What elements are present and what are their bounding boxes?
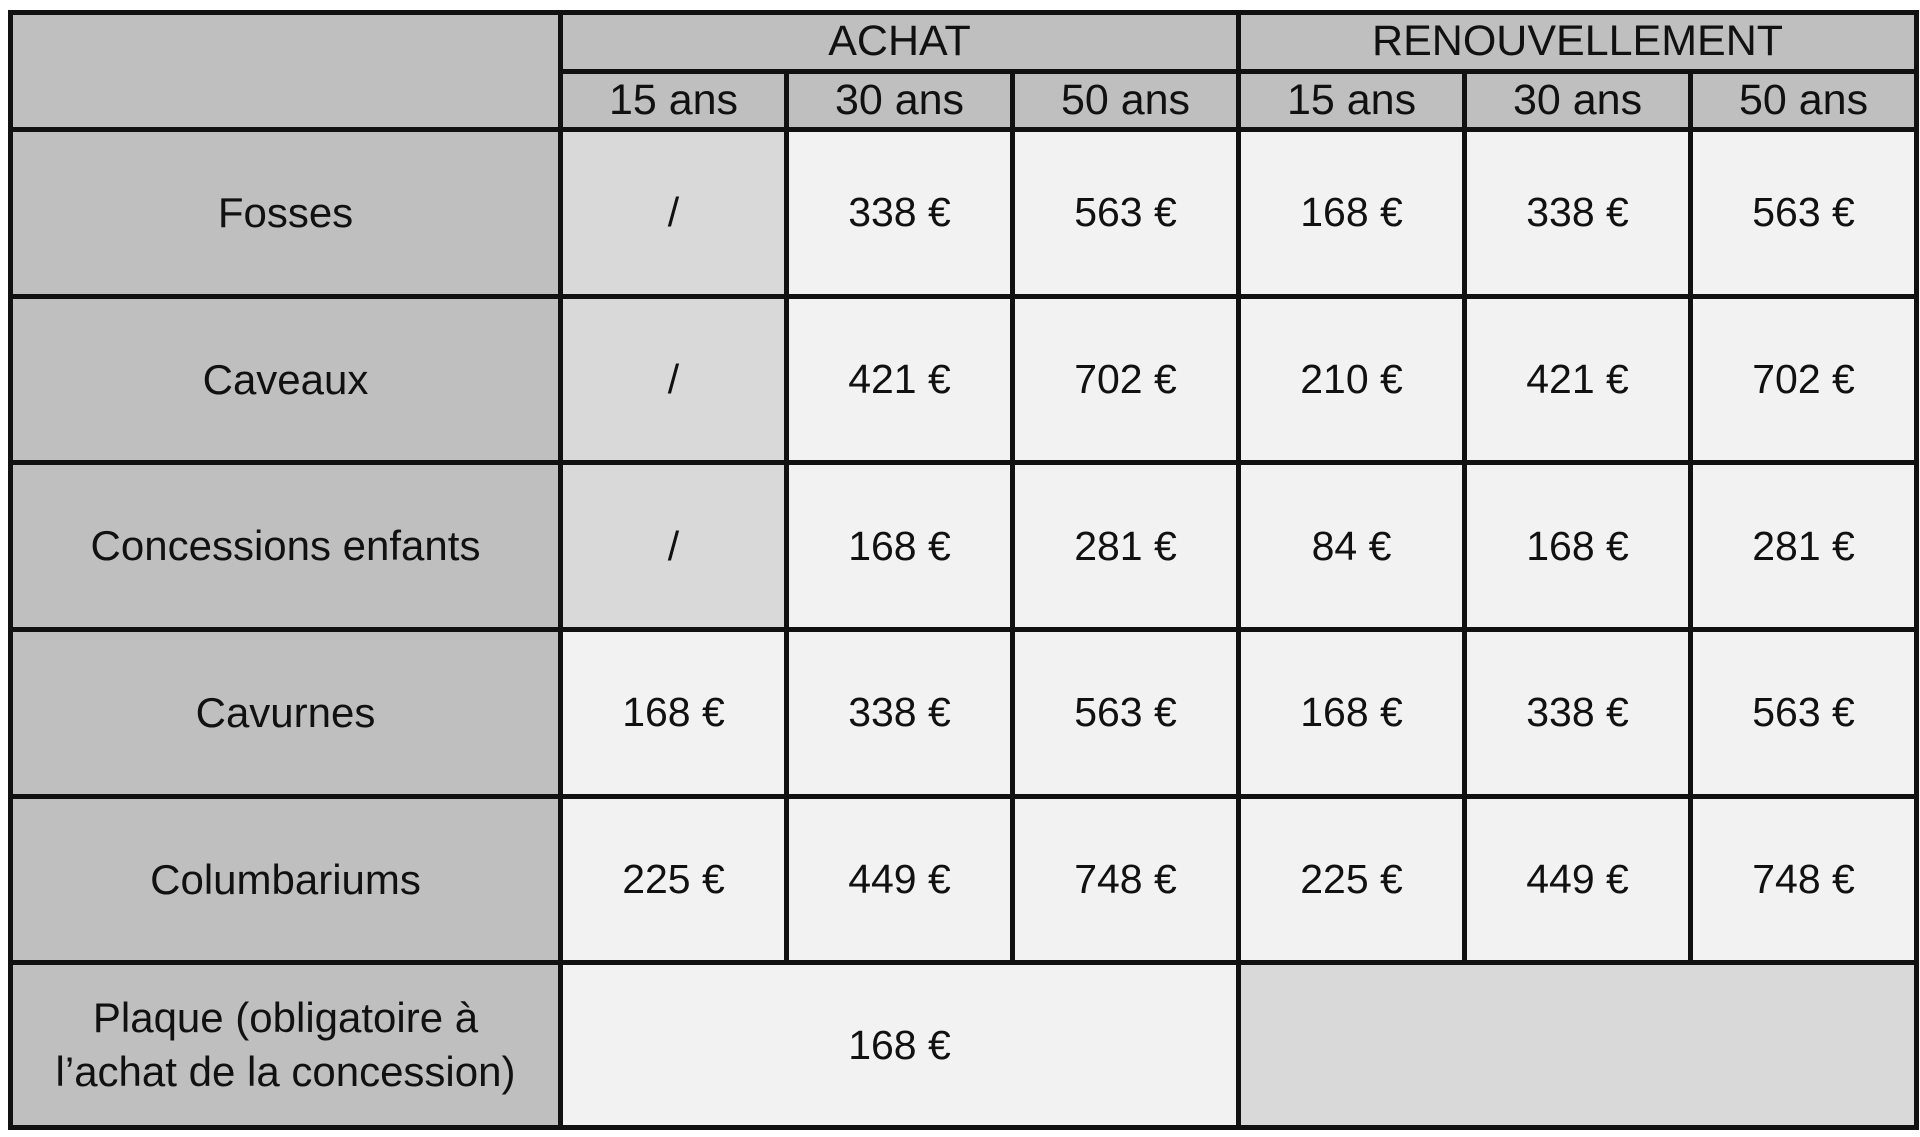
duration-header: 30 ans	[787, 71, 1013, 130]
price-cell: 225 €	[561, 796, 787, 963]
duration-header: 15 ans	[561, 71, 787, 130]
row-label: Fosses	[11, 130, 561, 297]
row-label: Cavurnes	[11, 630, 561, 797]
duration-header: 30 ans	[1465, 71, 1691, 130]
price-cell: 563 €	[1691, 630, 1917, 797]
group-header-row	[11, 13, 1917, 72]
price-cell: 421 €	[1465, 296, 1691, 463]
price-cell: 338 €	[1465, 130, 1691, 297]
table-row	[11, 296, 1917, 463]
price-cell: 338 €	[1465, 630, 1691, 797]
price-cell: 748 €	[1691, 796, 1917, 963]
price-cell: /	[561, 463, 787, 630]
row-label: Columbariums	[11, 796, 561, 963]
plaque-achat-price: 168 €	[561, 963, 1239, 1128]
table-row	[11, 463, 1917, 630]
price-cell: 702 €	[1013, 296, 1239, 463]
price-cell: 338 €	[787, 130, 1013, 297]
price-cell: 449 €	[1465, 796, 1691, 963]
price-cell: 281 €	[1691, 463, 1917, 630]
price-cell: 168 €	[787, 463, 1013, 630]
table-row	[11, 630, 1917, 797]
price-cell: 168 €	[1239, 630, 1465, 797]
row-label: Concessions enfants	[11, 463, 561, 630]
tarifs-concessions-table	[8, 10, 1919, 1130]
plaque-renouvellement-empty	[1239, 963, 1917, 1128]
price-cell: 702 €	[1691, 296, 1917, 463]
price-cell: 281 €	[1013, 463, 1239, 630]
price-cell: 563 €	[1691, 130, 1917, 297]
table-row	[11, 796, 1917, 963]
price-cell: 84 €	[1239, 463, 1465, 630]
duration-header: 50 ans	[1013, 71, 1239, 130]
group-header-achat: ACHAT	[561, 13, 1239, 72]
group-header-renouvellement: RENOUVELLEMENT	[1239, 13, 1917, 72]
corner-header-cell	[11, 13, 561, 130]
price-cell: 563 €	[1013, 630, 1239, 797]
price-cell: 421 €	[787, 296, 1013, 463]
price-cell: 168 €	[561, 630, 787, 797]
plaque-label	[11, 963, 561, 1128]
price-cell: 449 €	[787, 796, 1013, 963]
price-cell: 338 €	[787, 630, 1013, 797]
price-cell: 168 €	[1239, 130, 1465, 297]
price-cell: 168 €	[1465, 463, 1691, 630]
plaque-row	[11, 963, 1917, 1128]
row-label: Caveaux	[11, 296, 561, 463]
price-cell: /	[561, 130, 787, 297]
plaque-label-line2: l’achat de la concession)	[55, 1048, 516, 1096]
price-cell: 210 €	[1239, 296, 1465, 463]
price-cell: 225 €	[1239, 796, 1465, 963]
duration-header: 15 ans	[1239, 71, 1465, 130]
table-row	[11, 130, 1917, 297]
price-cell: /	[561, 296, 787, 463]
plaque-label-line1: Plaque (obligatoire à	[92, 994, 479, 1042]
duration-header: 50 ans	[1691, 71, 1917, 130]
price-cell: 563 €	[1013, 130, 1239, 297]
price-cell: 748 €	[1013, 796, 1239, 963]
